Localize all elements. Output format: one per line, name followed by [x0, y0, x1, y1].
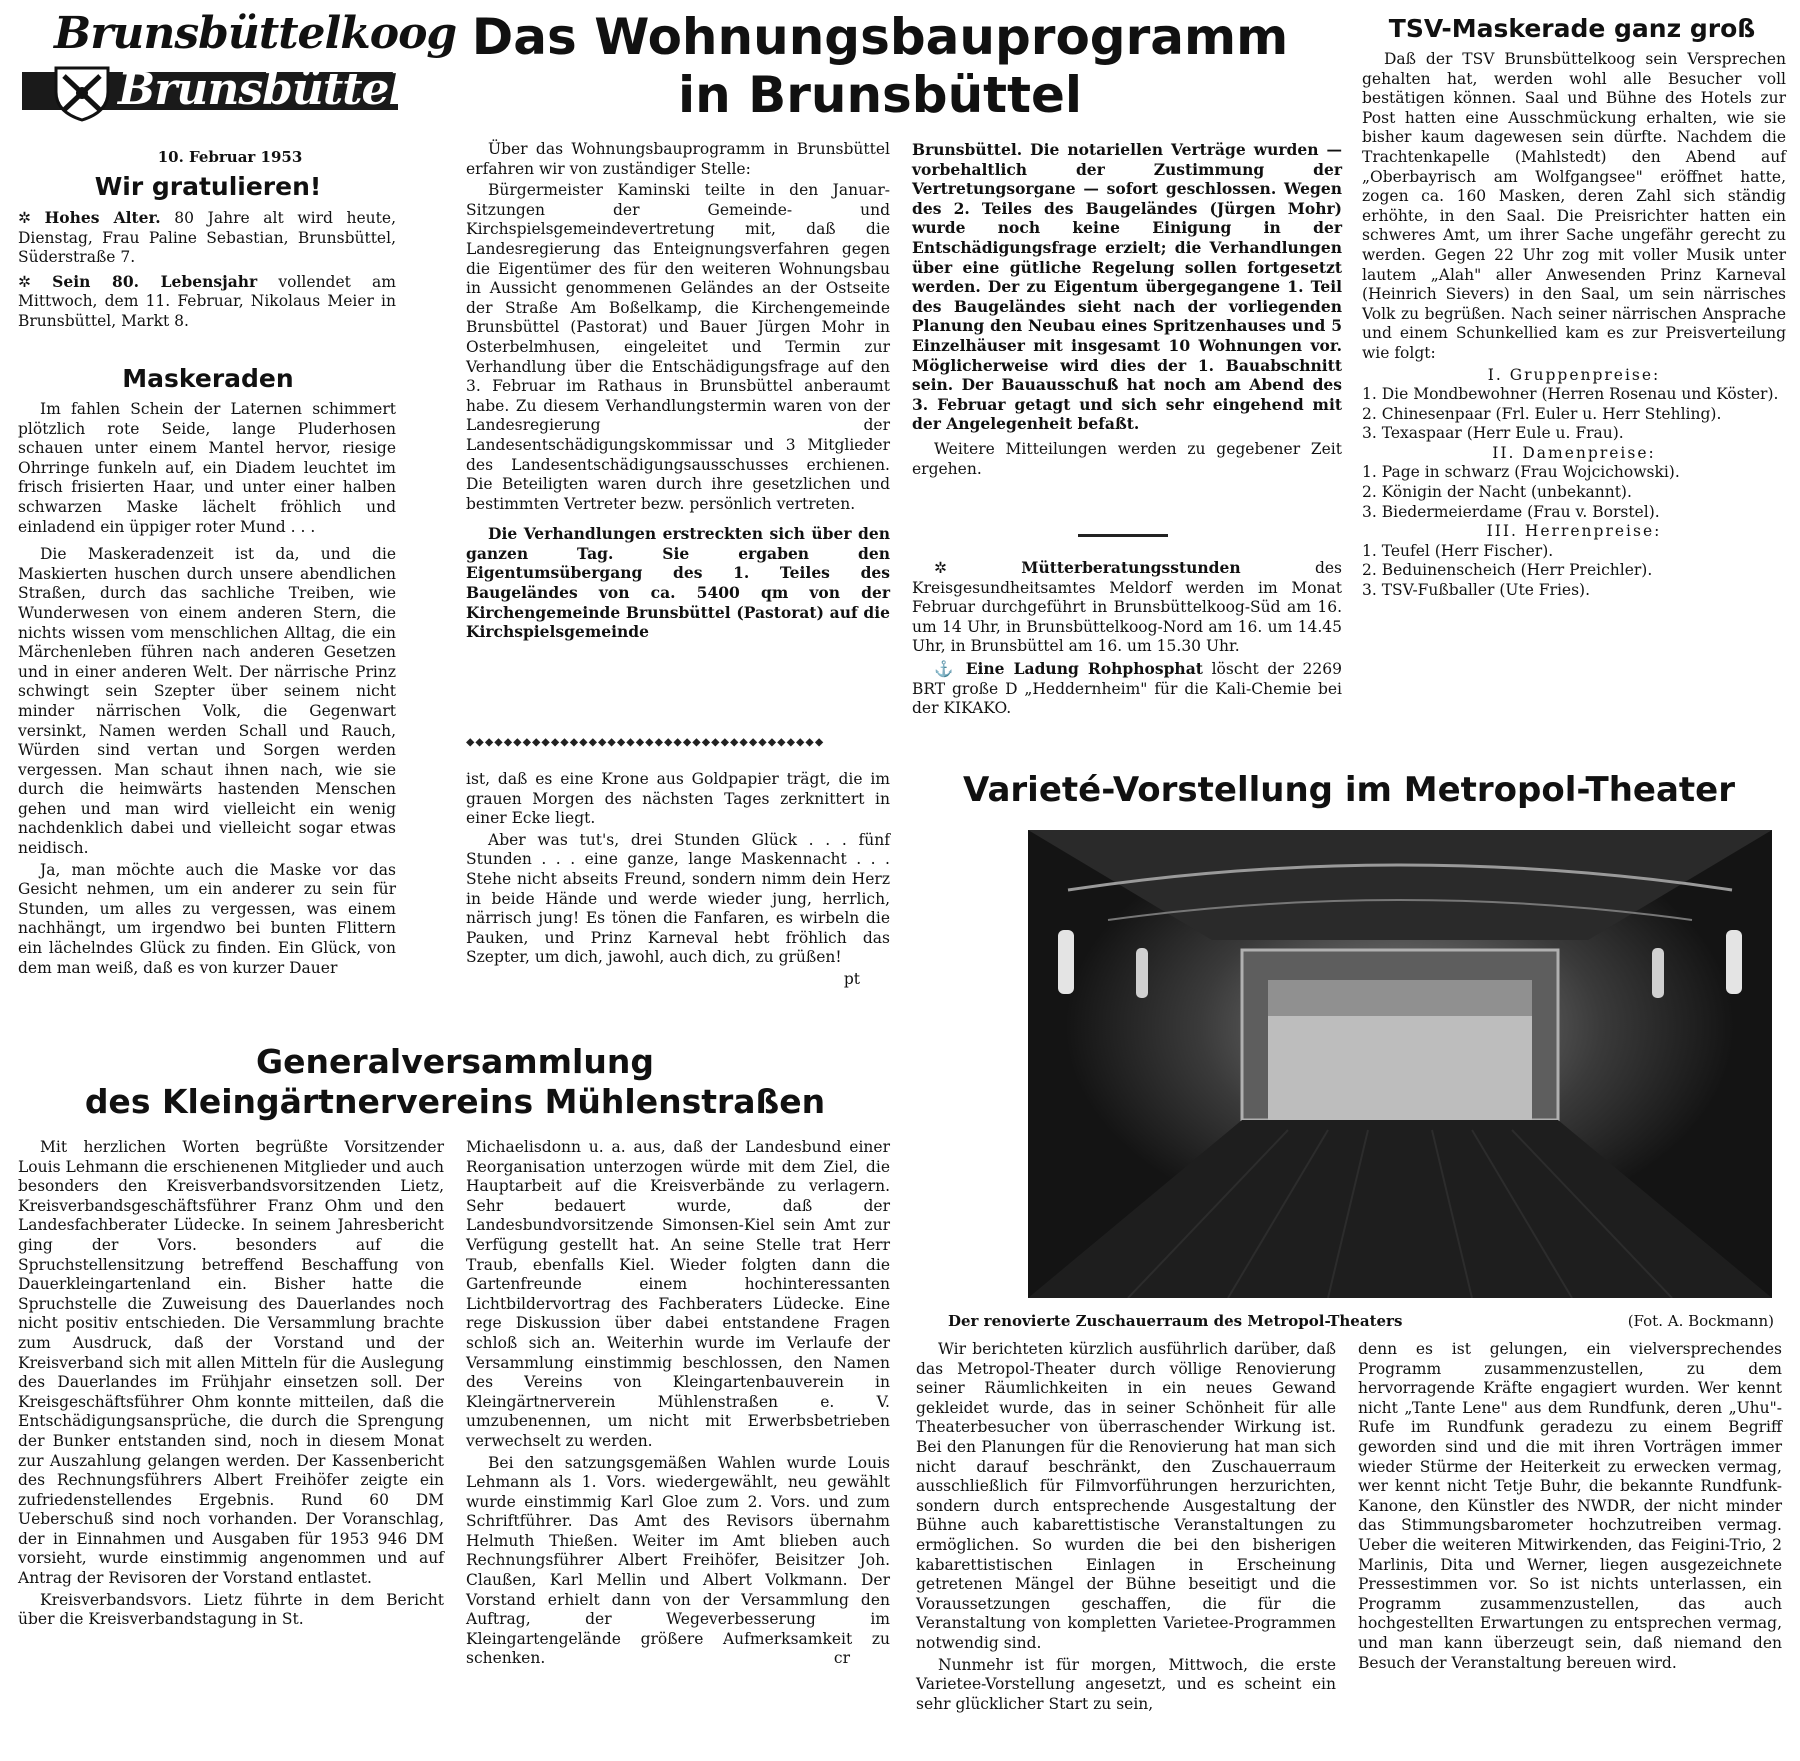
- divider: [1078, 534, 1168, 537]
- paragraph: Weitere Mitteilungen werden zu gegebener Zeit ergehen.: [912, 439, 1342, 478]
- photo-credit: (Fot. A. Bockmann): [1627, 1312, 1774, 1330]
- prize-group-title: II. Damenpreise:: [1492, 443, 1656, 462]
- tsv-column: [1362, 50, 1786, 601]
- gratulieren-item-text: 80 Jahre alt wird heute, Dienstag, Frau Paline Sebastian, Brunsbüttel, Süderstraße 7.: [18, 209, 396, 267]
- paragraph: Daß der TSV Brunsbüttelkoog sein Versprechen gehalten hat, werden wohl alle Besucher voll bestätigen können. Saal und Bühne des Hotels zur Post hatten eine Ausschmückung erhalten, wie sie bisher kaum dagewesen sein dürfte. Nachdem die Trachtenkapelle (Mahlstedt) den Abend auf „Oberbayrisch am Wolfgangsee" eröffnet hatte, zogen ca. 160 Masken, deren Zahl sich ständig erhöhte, in den Saal. Die Preisrichter hatten ein schweres Amt, um ihrer Sache ungefähr gerecht zu werden. Gegen 22 Uhr zog mit voller Musik unter lautem „Alah" aller Anwesenden Prinz Karneval (Heinrich Sievers) in den Saal, um sein närrisches Volk zu begrüßen. Nach seiner närrischen Ansprache und einem Schunkellied kam es zur Preisverteilung wie folgt:: [1362, 50, 1786, 362]
- signature: cr: [833, 1649, 850, 1668]
- variete-column-1: [916, 1340, 1336, 1714]
- notices-block: [912, 558, 1342, 719]
- kleingarten-heading: [20, 1042, 890, 1122]
- paragraph: Bei den satzungsgemäßen Wahlen wurde Louis Lehmann als 1. Vors. wiedergewählt, neu gewählt wurde einstimmig Karl Gloe zum 2. Vors. und zum Schriftführer. Das Amt des Revisors übernahm Helmuth Thießen. Weiter im Amt blieben auch Rechnungsführer Albert Freihöfer, Beisitzer Joh. Claußen, Karl Mellin und Albert Volkmann. Der Vorstand erhielt dann von der Versammlung den Auftrag, der Wegeverbesserung im Kleingartengelände größere Aufmerksamkeit zu schenken.: [466, 1453, 890, 1668]
- paragraph: Die Maskeradenzeit ist da, und die Maskierten huschen durch unsere abendlichen Straßen, durch das sachliche Treiben, wie Wunderwesen von einem anderen Stern, die nichts wissen vom menschlichen Alltag, die ein Märchenleben führen nach anderen Gesetzen und in einer anderen Welt. Der närrische Prinz schwingt sein Szepter über seinem nicht minder närrischen Volk, die Gegenwart versinkt, Namen werden Schall und Rauch, Würden sind vertan und Sorgen werden vergessen. Man schaut ihnen nach, wie sie durch die heimwärts hastenden Menschen gehen und man wird vielleicht ein wenig nachdenklich dabei und vielleicht sogar etwas neidisch.: [18, 545, 396, 858]
- list-item: 1. Die Mondbewohner (Herren Rosenau und Köster).: [1362, 385, 1779, 404]
- prize-list: [1362, 463, 1786, 522]
- maskeraden-continuation: [466, 770, 890, 990]
- notice-lead: Eine Ladung Rohphosphat: [965, 658, 1203, 678]
- maskeraden-column: [18, 400, 396, 978]
- notice: ✲ Mütterberatungsstunden des Kreisgesundheitsamtes Meldorf werden im Monat Februar durchgeführt in Brunsbüttelkoog-Süd am 16. um 14 Uhr, in Brunsbüttelkoog-Nord am 16. um 14.45 Uhr, in Brunsbüttel am 16. um 15.30 Uhr.: [912, 558, 1342, 656]
- paragraph: Ja, man möchte auch die Maske vor das Gesicht nehmen, um ein anderer zu sein für Stunden, um alles zu vergessen, was einem nachhängt, um irgendwo bei bunten Flittern ein lächelndes Glück zu finden. Ein Glück, von dem man weiß, daß es von kurzer Dauer: [18, 860, 396, 977]
- prize-list: [1362, 385, 1786, 444]
- paragraph: Wir berichteten kürzlich ausführlich darüber, daß das Metropol-Theater durch völlige Renovierung seiner Räumlichkeiten in ein neues Gewand gekleidet wurde, das in seiner Schönheit für alle Theaterbesucher von überraschender Wirkung ist. Bei den Planungen für die Renovierung hat man sich nicht darauf beschränkt, den Zuschauerraum ausschließlich für Filmvorführungen herzurichten, sondern durch entsprechende Ausgestaltung der Bühne auch kabarettistische Veranstaltungen zu ermöglichen. So wurden die bei den bisherigen kabarettistischen Einlagen in Erscheinung getretenen Mängel der Bühne beseitigt und die Voraussetzungen geschaffen, die für die Veranstaltung von kompletten Varietee-Programmen notwendig sind.: [916, 1340, 1336, 1652]
- prize-group-title: I. Gruppenpreise:: [1487, 365, 1661, 384]
- list-item: 3. Biedermeierdame (Frau v. Borstel).: [1362, 502, 1660, 521]
- list-item: 3. Texaspaar (Herr Eule u. Frau).: [1362, 424, 1624, 443]
- kleingarten-column-1: [18, 1138, 444, 1630]
- gratulieren-item-lead: Hohes Alter.: [44, 208, 161, 227]
- coat-of-arms-icon: [52, 64, 112, 122]
- heading-line: in Brunsbüttel: [677, 66, 1083, 124]
- paragraph: Im fahlen Schein der Laternen schimmert plötzlich rote Seide, lange Pluderhosen schauen unter einem Mantel hervor, riesige Ohrringe funkeln auf, ein Diadem leuchtet im frisch frisierten Haar, und unter einer halben schwarzen Maske lächelt fröhlich und einladend ein üppiger roter Mund . . .: [18, 400, 396, 536]
- heading-line: Das Wohnungsbauprogramm: [471, 8, 1289, 66]
- gratulieren-heading: Wir gratulieren!: [94, 172, 322, 201]
- list-item: 1. Page in schwarz (Frau Wojcichowski).: [1362, 463, 1680, 482]
- paragraph: Kreisverbandsvors. Lietz führte in dem Bericht über die Kreisverbandstagung in St.: [18, 1590, 444, 1629]
- paragraph: Aber was tut's, drei Stunden Glück . . . fünf Stunden . . . eine ganze, lange Maskennacht . . . Stehe nicht abseits Freund, sondern nimm dein Herz in beide Hände und werde wieder jung, herrlich, närrisch jung! Es tönen die Fanfaren, es wirbeln die Pauken, und Prinz Karneval hebt fröhlich das Szepter, um dich, jawohl, auch dich, zu grüßen!: [466, 830, 890, 967]
- bold-paragraph: Die Verhandlungen erstreckten sich über den ganzen Tag. Sie ergaben den Eigentumsübergang des 1. Teiles des Baugeländes von ca. 5400 qm von der Kirchengemeinde Brunsbüttel (Pastorat) auf die Kirchspielsgemeinde: [466, 524, 890, 642]
- list-item: 3. TSV-Fußballer (Ute Fries).: [1362, 581, 1591, 600]
- wohnungsbau-column-1: [466, 140, 890, 642]
- separator-ornament: ◆◆◆◆◆◆◆◆◆◆◆◆◆◆◆◆◆◆◆◆◆◆◆◆◆◆◆◆◆◆◆◆◆◆◆◆◆◆: [466, 734, 825, 750]
- variete-column-2: [1358, 1340, 1782, 1673]
- notice: ⚓ Eine Ladung Rohphosphat löscht der 2269 BRT große D „Heddernheim" für die Kali-Chemie bei der KIKAKO.: [912, 658, 1342, 718]
- masthead-line2: Brunsbüttel: [118, 64, 405, 115]
- gratulieren-item: ✲ Sein 80. Lebensjahr vollendet am Mittwoch, dem 11. Februar, Nikolaus Meier in Brunsbüttel, Markt 8.: [18, 271, 396, 330]
- notice-lead: Mütterberatungsstunden: [1021, 558, 1241, 577]
- gratulieren-item-text: vollendet am Mittwoch, dem 11. Februar, Nikolaus Meier in Brunsbüttel, Markt 8.: [18, 272, 396, 330]
- theater-auditorium-image: [1028, 830, 1772, 1298]
- paragraph: ist, daß es eine Krone aus Goldpapier trägt, die im grauen Morgen des nächsten Tages zerknittert in einer Ecke liegt.: [466, 770, 890, 828]
- bold-paragraph: Brunsbüttel. Die notariellen Verträge wurden — vorbehaltlich der Zustimmung der Vertretungsorgane — sofort geschlossen. Wegen des 2. Teiles des Baugeländes (Jürgen Mohr) wurde noch keine Einigung in der Entschädigungsfrage erzielt; die Verhandlungen über eine gütliche Regelung sollen fortgesetzt werden. Der zu Eigentum übergegangene 1. Teil des Baugeländes sieht nach der vorliegenden Planung den Neubau eines Spritzenhauses und 5 Einzelhäuser mit insgesamt 10 Wohnungen vor. Möglicherweise wird dies der 1. Bauabschnitt sein. Der Bauausschuß hat noch am Abend des 3. Februar getagt und sich sehr eingehend mit der Angelegenheit befaßt.: [912, 140, 1342, 434]
- masthead-line1: Brunsbüttelkoog: [54, 8, 457, 59]
- gratulieren-block: [18, 208, 396, 332]
- variete-heading: Varieté-Vorstellung im Metropol-Theater: [963, 770, 1735, 810]
- notice-text: des Kreisgesundheitsamtes Meldorf werden im Monat Februar durchgeführt in Brunsbüttelkoog-Süd am 16. um 14 Uhr, in Brunsbüttelkoog-Nord am 16. um 14.45 Uhr, in Brunsbüttel am 16. um 15.30 Uhr.: [912, 559, 1342, 656]
- notice-text: löscht der 2269 BRT große D „Heddernheim" für die Kali-Chemie bei der KIKAKO.: [912, 659, 1342, 718]
- gratulieren-item: ✲ Hohes Alter. 80 Jahre alt wird heute, Dienstag, Frau Paline Sebastian, Brunsbüttel, Süderstraße 7.: [18, 208, 396, 267]
- maskeraden-heading: Maskeraden: [122, 364, 294, 393]
- prize-list: [1362, 542, 1786, 601]
- heading-line: des Kleingärtnervereins Mühlenstraßen: [84, 1082, 826, 1121]
- list-item: 2. Chinesenpaar (Frl. Euler u. Herr Stehling).: [1362, 404, 1722, 423]
- kleingarten-column-2: [466, 1138, 890, 1669]
- issue-date: 10. Februar 1953: [157, 148, 303, 166]
- masthead: [22, 8, 457, 126]
- gratulieren-item-lead: Sein 80. Lebensjahr: [52, 271, 258, 291]
- tsv-heading: TSV-Maskerade ganz groß: [1388, 14, 1756, 43]
- paragraph: Nunmehr ist für morgen, Mittwoch, die erste Varietee-Vorstellung angesetzt, und es scheint ein sehr glücklicher Start zu sein,: [916, 1655, 1336, 1713]
- prize-group-title: III. Herrenpreise:: [1486, 522, 1662, 541]
- paragraph: denn es ist gelungen, ein vielversprechendes Programm zusammenzustellen, zu dem hervorragende Kräfte engagiert wurden. Wer kennt nicht „Tante Lene" aus dem Rundfunk, deren „Uhu"-Rufe im Rundfunk geradezu zu einem Begriff geworden sind und die mit ihren Vorträgen immer wieder Stürme der Heiterkeit zu erwecken vermag, wer kennt nicht Tetje Buhr, die bekannte Rundfunk-Kanone, den Künstler des NWDR, der nicht minder das Stimmungsbarometer hochzutreiben vermag. Ueber die weiteren Mitwirkenden, das Feigini-Trio, 2 Marlinis, Dita und Werner, liegen ausgezeichnete Pressestimmen vor. So ist nichts unterlassen, ein Programm zusammenzustellen, das auch hochgestellten Erwartungen zu entsprechen vermag, und man kann überzeugt sein, daß niemand den Besuch der Veranstaltung bereuen wird.: [1358, 1340, 1782, 1672]
- photo-caption: [948, 1312, 1774, 1330]
- paragraph: Über das Wohnungsbauprogramm in Brunsbüttel erfahren wir von zuständiger Stelle:: [466, 140, 890, 178]
- paragraph: Bürgermeister Kaminski teilte in den Januar-Sitzungen der Gemeinde- und Kirchspielsgemeindevertretung mit, daß die Landesregierung das Enteignungsverfahren gegen die Eigentümer des für den weiteren Wohnungsbau in Aussicht genommenen Geländes an der Ostseite der Straße Am Boßelkamp, die Kirchengemeinde Brunsbüttel (Pastorat) und Bauer Jürgen Mohr in Osterbelmhusen, eingeleitet und Termin zur Verhandlung über die Entschädigungsfrage auf den 3. Februar im Rathaus in Brunsbüttel anberaumt habe. Zu diesem Verhandlungstermin waren von der Landesregierung der Landesentschädigungskommissar und 3 Mitglieder des Landesentschädigungsausschusses erchienen. Die Beteiligten waren durch ihre gesetzlichen und bestimmten Vertreter bezw. persönlich vertreten.: [466, 181, 890, 513]
- caption-text: Der renovierte Zuschauerraum des Metropol-Theaters: [948, 1312, 1403, 1330]
- paragraph: Michaelisdonn u. a. aus, daß der Landesbund einer Reorganisation unterzogen würde mit dem Ziel, die Hauptarbeit auf die Kreisverbände zu verlagern. Sehr bedauert wurde, daß der Landesbundvorsitzende Simonsen-Kiel sein Amt zur Verfügung gestellt hat. An seine Stelle trat Herr Traub, ebenfalls Kiel. Wieder folgten dann die Gartenfreunde einem hochinteressanten Lichtbildervortrag des Fachberaters Lüdecke. Eine rege Diskussion über dabei entstandene Fragen schloß sich an. Weiterhin wurde im Verlaufe der Versammlung einstimmig beschlossen, den Namen des Vereins von Kleingartenbauverein in Kleingärtnerverein Mühlenstraßen e. V. umzubenennen, um nicht mit Erwerbsbetrieben verwechselt zu werden.: [466, 1138, 890, 1450]
- wohnungsbau-column-2: [912, 140, 1342, 479]
- list-item: 1. Teufel (Herr Fischer).: [1362, 541, 1554, 560]
- paragraph: Mit herzlichen Worten begrüßte Vorsitzender Louis Lehmann die erschienenen Mitglieder und auch besonders den Kreisverbandsvorsitzenden Lietz, Kreisverbandsgeschäftsführer Franz Ohm und den Landesfachberater Lüdecke. In seinem Jahresbericht ging der Vors. besonders auf die Spruchstellensitzung betreffend Beschaffung von Dauerkleingartenland ein. Bisher hatte die Spruchstelle die Zuweisung des Dauerlandes noch nicht positiv entschieden. Die Versammlung brachte zum Ausdruck, daß der Vorstand und der Kreisverband sich mit allen Mitteln für die Auslegung des Dauerlandes im Frühjahr einsetzen soll. Der Kreisgeschäftsführer Ohm konnte mitteilen, daß die Entschädigungsansprüche, die durch die Sprengung der Bunker entstanden sind, noch in diesem Monat zur Auszahlung gelangen werden. Der Kassenbericht des Rechnungsführers Albert Freihöfer zeigte ein zufriedenstellendes Ergebnis. Rund 60 DM Ueberschuß sind noch vorhanden. Der Voranschlag, der in Einnahmen und Ausgaben für 1953 946 DM vorsieht, wurde einstimmig angenommen und auf Antrag der Revisoren der Vorstand entlastet.: [18, 1138, 444, 1588]
- heading-line: Generalversammlung: [256, 1042, 654, 1081]
- signature: pt: [843, 969, 860, 988]
- list-item: 2. Beduinenscheich (Herr Preichler).: [1362, 561, 1653, 580]
- wohnungsbau-heading: [420, 8, 1340, 124]
- list-item: 2. Königin der Nacht (unbekannt).: [1362, 483, 1632, 502]
- theater-photo: [1028, 830, 1772, 1298]
